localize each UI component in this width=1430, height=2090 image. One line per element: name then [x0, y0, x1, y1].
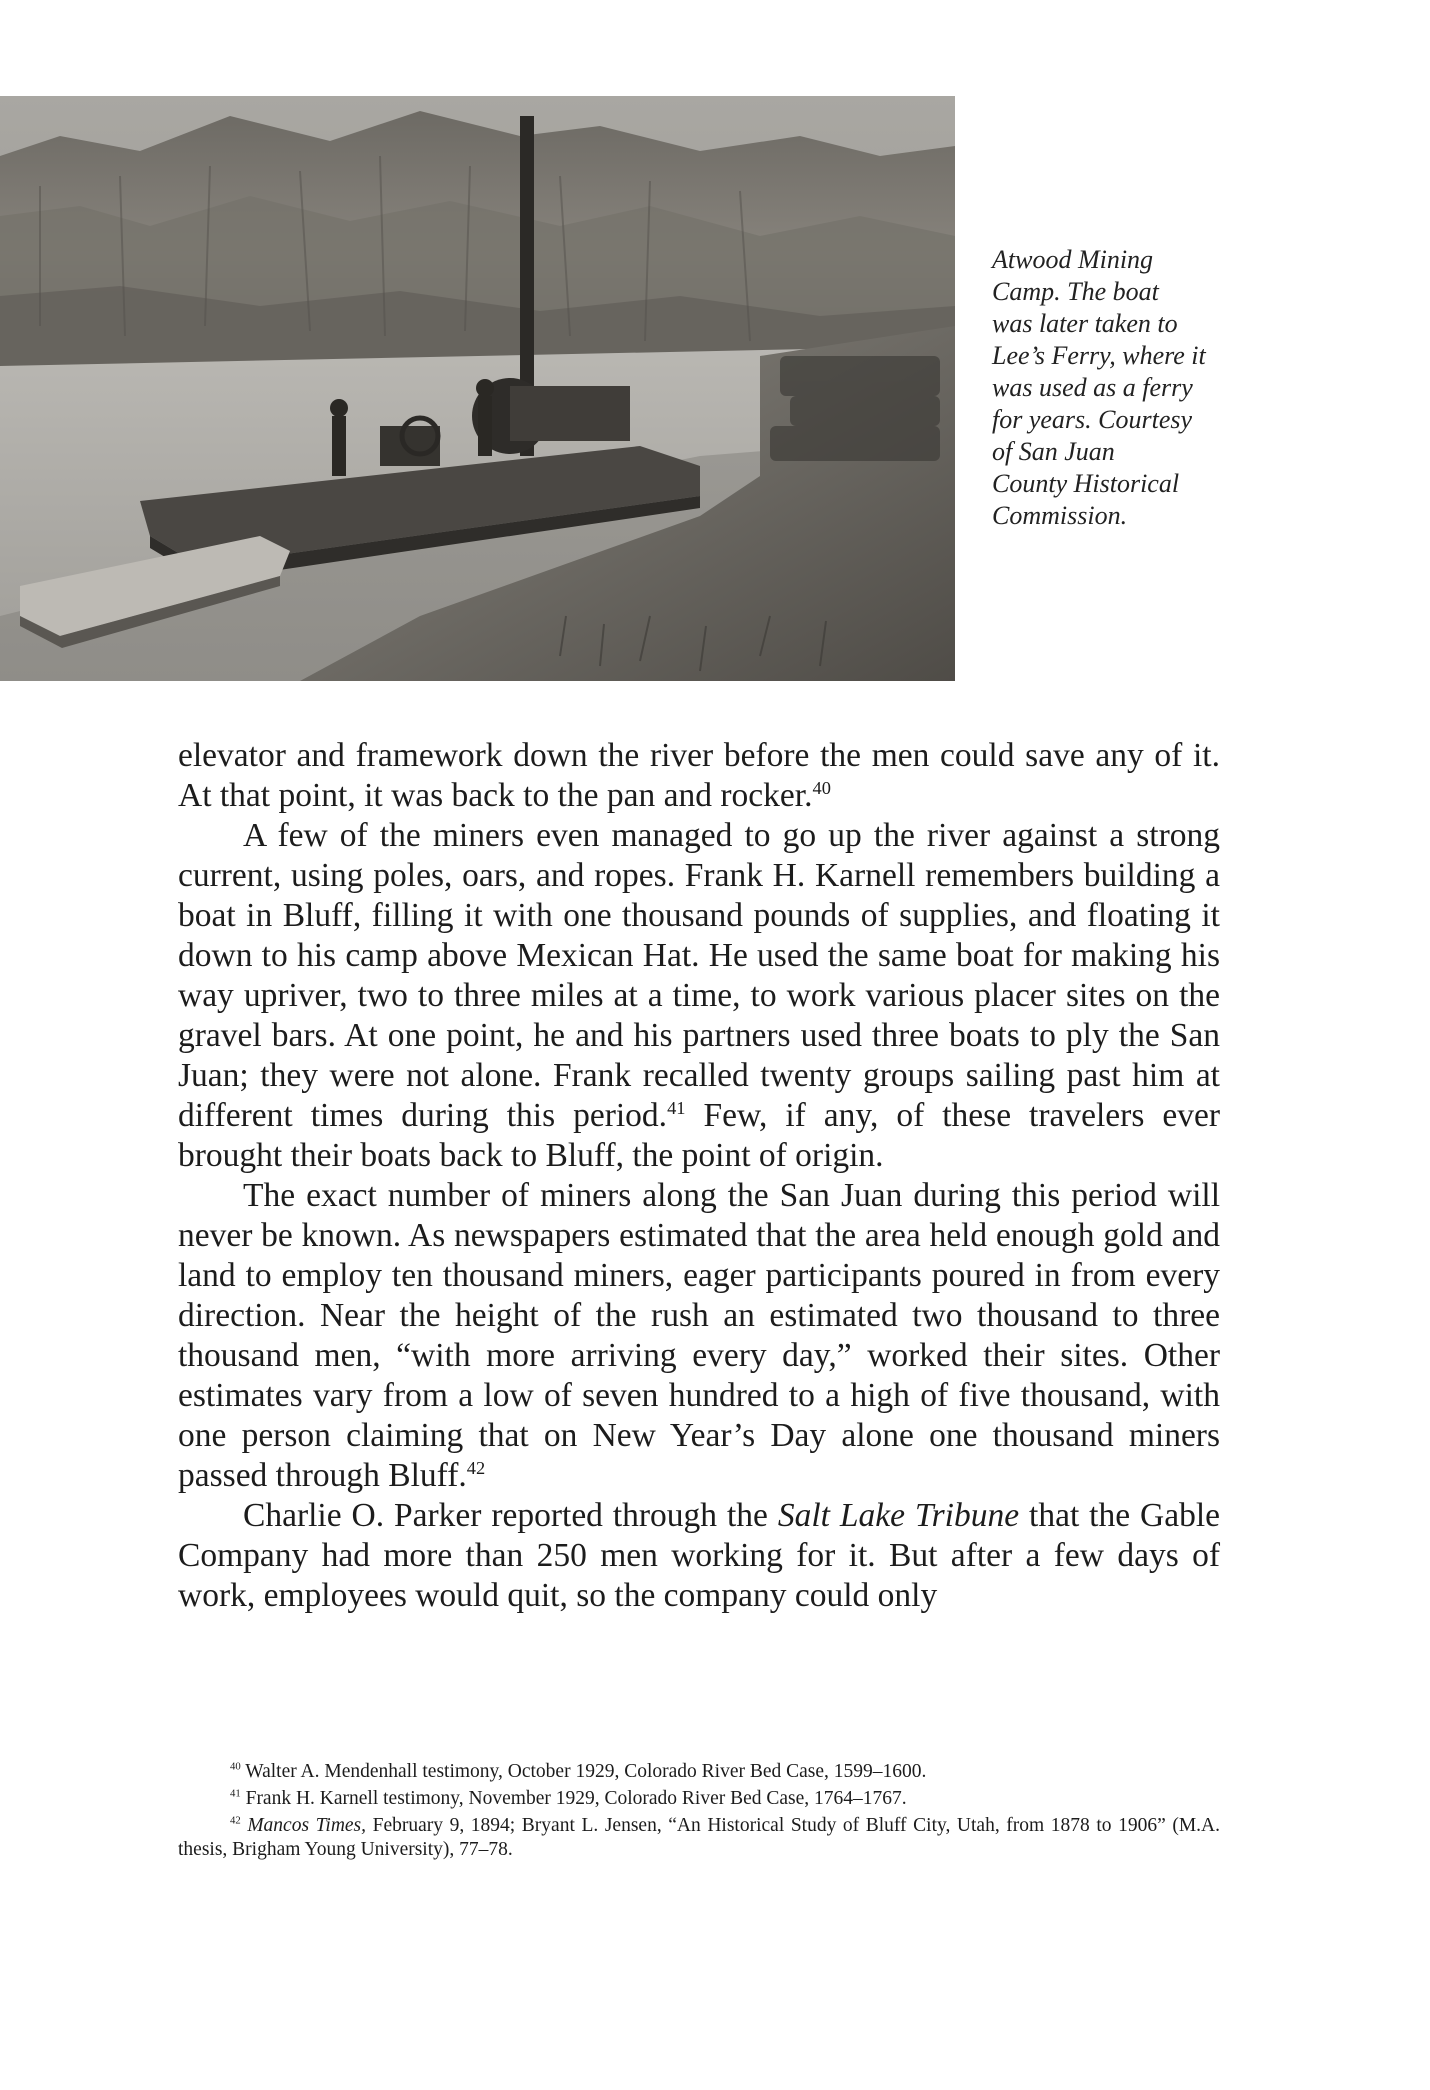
- photo-illustration: [0, 96, 955, 681]
- footnote: [178, 1760, 1220, 1784]
- caption-line: County Historical: [992, 469, 1180, 498]
- atwood-mining-camp-photo: [0, 96, 955, 681]
- caption-line: was used as a ferry: [992, 373, 1193, 402]
- footnote-ref: 41: [667, 1097, 686, 1118]
- footnote-ref: 40: [812, 777, 831, 798]
- footnote-text: Walter A. Mendenhall testimony, October 1929, Colorado River Bed Case, 1599–1600.: [240, 1761, 927, 1782]
- footnote: [178, 1814, 1220, 1862]
- publication-title: Salt Lake Tribune: [777, 1497, 1020, 1534]
- paragraph-text: elevator and framework down the river before the men could save any of it. At that point, it was back to the pan and rocker.: [178, 737, 1220, 814]
- paragraph: [178, 736, 1220, 816]
- footnote-ref: 42: [466, 1457, 486, 1478]
- paragraph: [178, 1176, 1220, 1496]
- footnote: [178, 1787, 1220, 1811]
- paragraph: [178, 1496, 1220, 1616]
- photo-caption: [992, 244, 1242, 532]
- paragraph-text: A few of the miners even managed to go up the river against a strong current, using poles, oars, and ropes. Frank H. Karnell remembers building a boat in Bluff, filling it with one thousand pounds of supplies, and floating it down to his camp above Mexican Hat. He used the same boat for making his way upriver, two to three miles at a time, to work various placer sites on the gravel bars. At one point, he and his partners used three boats to ply the San Juan; they were not alone. Frank recalled twenty groups sailing past him at different times during this period.: [178, 817, 1220, 1134]
- caption-line: Camp. The boat: [992, 277, 1159, 306]
- footnote-text: Frank H. Karnell testimony, November 1929, Colorado River Bed Case, 1764–1767.: [240, 1788, 907, 1809]
- footnote-number: 41: [230, 1787, 241, 1800]
- paragraph-text: Few, if any, of these travelers ever brought their boats back to Bluff, the point of origin.: [178, 1097, 1220, 1174]
- paragraph-text: that the Gable Company had more than 250 men working for it. But after a few days of work, employees would quit, so the company could only: [178, 1497, 1220, 1614]
- footnotes: [178, 1760, 1220, 1865]
- footnote-text: February 9, 1894; Bryant L. Jensen, “An Historical Study of Bluff City, Utah, from 1878 to 1906” (M.A. thesis, Brigham Young University), 77–78.: [178, 1815, 1221, 1860]
- caption-line: Lee’s Ferry, where it: [992, 341, 1206, 370]
- caption-line: was later taken to: [992, 309, 1178, 338]
- paragraph-text: Charlie O. Parker reported through the: [243, 1497, 778, 1534]
- caption-line: of San Juan: [992, 437, 1115, 466]
- caption-line: Atwood Mining: [992, 245, 1154, 274]
- paragraph: [178, 816, 1220, 1176]
- footnote-number: 40: [230, 1760, 241, 1773]
- footnote-number: 42: [230, 1814, 241, 1827]
- body-text: [178, 736, 1220, 1616]
- caption-line: for years. Courtesy: [992, 405, 1193, 434]
- paragraph-text: The exact number of miners along the San Juan during this period will never be known. As newspapers estimated that the area held enough gold and land to employ ten thousand miners, eager participants poured in from every direction. Near the height of the rush an estimated two thousand to three thousand men, “with more arriving every day,” worked their sites. Other estimates vary from a low of seven hundred to a high of five thousand, with one person claiming that on New Year’s Day alone one thousand miners passed through Bluff.: [178, 1177, 1220, 1494]
- caption-line: Commission.: [992, 501, 1128, 530]
- publication-title: Mancos Times,: [247, 1815, 367, 1836]
